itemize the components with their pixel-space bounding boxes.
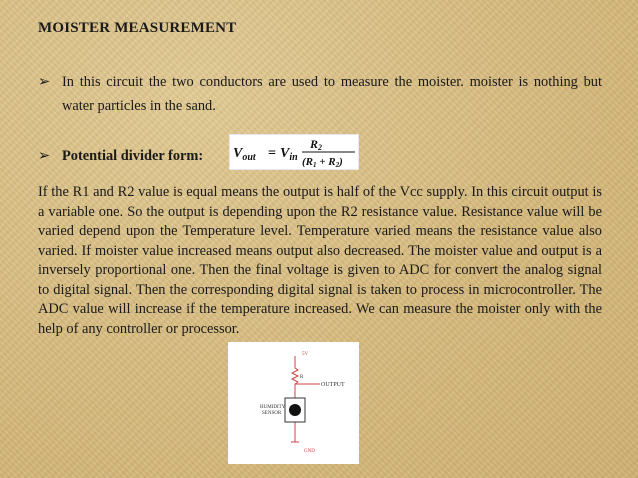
bullet-item-moister [38,70,602,118]
slide-title: MOISTER MEASUREMENT [38,20,237,36]
arrow-bullet-icon: ➢ [38,148,51,164]
vcc-label: 5V [302,352,309,357]
potential-divider-formula [230,135,358,169]
bullet-text: In this circuit the two conductors are used to measure the moister. moister is nothing but water particles in the sand. [62,74,602,114]
bullet-text: Potential divider form: [62,148,204,164]
sensor-element [289,404,301,416]
formula-vin: $V_{in}$ [280,146,298,163]
formula-equals: = [268,146,276,161]
formula-denominator: (R1 + R2) [302,156,343,169]
resistor-symbol [292,368,298,384]
formula-vout: $V_{out}$ [233,146,256,163]
sensor-label-1: HUMIDITY [260,405,286,410]
circuit-diagram [228,342,359,464]
formula-image [229,134,359,170]
resistor-label: R [300,375,304,380]
sensor-label-2: SENSOR [262,411,282,416]
output-label: OUTPUT [321,382,345,388]
arrow-bullet-icon: ➢ [38,74,51,90]
formula-numerator: R2 [310,137,323,152]
humidity-sensor-circuit [228,342,359,464]
body-paragraph: If the R1 and R2 value is equal means the output is half of the Vcc supply. In this circuit output is a variable one. So the output is depending upon the R2 resistance value. Resistance value will be varied depend upon the Temperature level. Temperature varied means the resistance value also varied. If moister value increased means output also decreased. The moister value and output is a inversely proportional one. Then the final voltage is given to ADC for convert the analog signal to digital signal. Then the corresponding digital signal is taken to process in microcontroller. The ADC value will increase if the temperature increased. We can measure the moister only with the help of any controller or processor. [38,184,602,337]
gnd-label: GND [304,449,315,454]
